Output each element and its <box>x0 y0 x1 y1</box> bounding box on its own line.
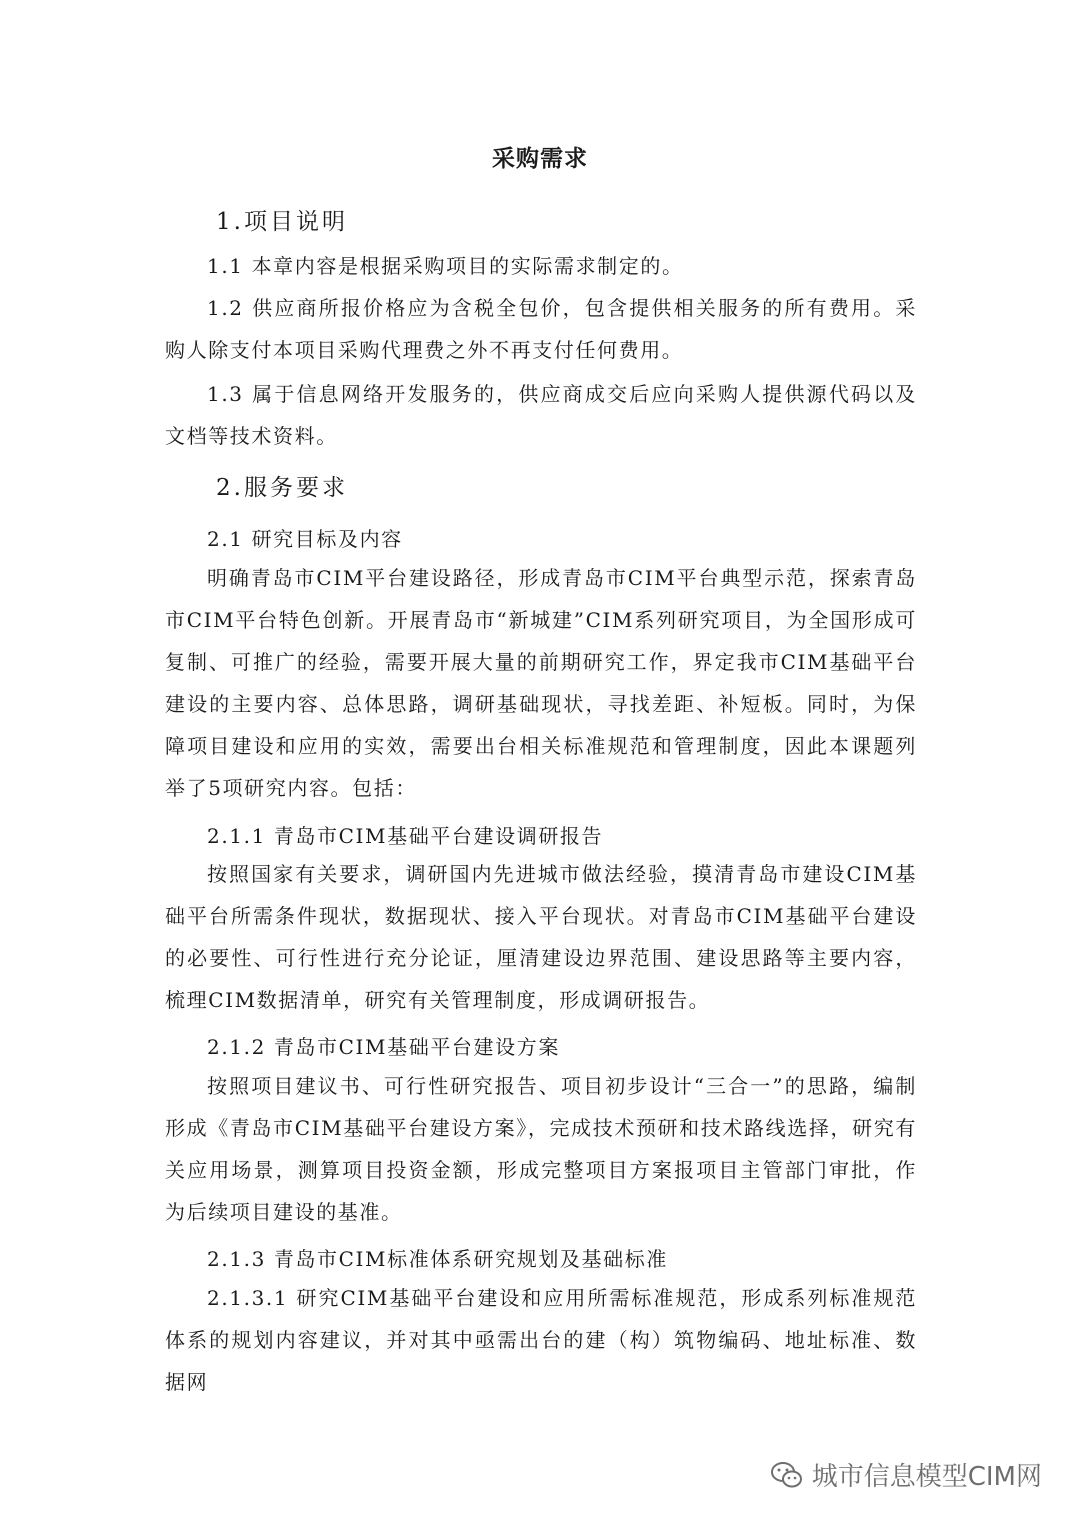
page-title: 采购需求 <box>492 146 588 172</box>
section-2-heading: 2.服务要求 <box>216 475 348 501</box>
subheading-2-1-3: 2.1.3 青岛市CIM标准体系研究规划及基础标准 <box>207 1247 668 1271</box>
watermark <box>770 1456 1042 1493</box>
watermark-text: 城市信息模型CIM网 <box>811 1462 1042 1492</box>
paragraph-1-2: 1.2 供应商所报价格应为含税全包价，包含提供相关服务的所有费用。采购人除支付本项目采购代理费之外不再支付任何费用。 <box>165 296 917 362</box>
paragraph-2-1-2: 按照项目建议书、可行性研究报告、项目初步设计“三合一”的思路，编制形成《青岛市CIM基础平台建设方案》，完成技术预研和技术路线选择，研究有关应用场景，测算项目投资金额，形成完整项目方案报项目主管部门审批，作为后续项目建设的基准。 <box>165 1074 917 1224</box>
paragraph-2-1: 明确青岛市CIM平台建设路径，形成青岛市CIM平台典型示范，探索青岛市CIM平台特色创新。开展青岛市“新城建”CIM系列研究项目，为全国形成可复制、可推广的经验，需要开展大量的前期研究工作，界定我市CIM基础平台建设的主要内容、总体思路，调研基础现状，寻找差距、补短板。同时，为保障项目建设和应用的实效，需要出台相关标准规范和管理制度，因此本课题列举了5项研究内容。包括： <box>165 566 917 800</box>
subheading-2-1-1: 2.1.1 青岛市CIM基础平台建设调研报告 <box>207 824 604 848</box>
section-1-heading: 1.项目说明 <box>216 209 348 235</box>
paragraph-2-1-1: 按照国家有关要求，调研国内先进城市做法经验，摸清青岛市建设CIM基础平台所需条件现状，数据现状、接入平台现状。对青岛市CIM基础平台建设的必要性、可行性进行充分论证，厘清建设边界范围、建设思路等主要内容，梳理CIM数据清单，研究有关管理制度，形成调研报告。 <box>165 862 917 1012</box>
paragraph-2-1-3-1: 2.1.3.1 研究CIM基础平台建设和应用所需标准规范，形成系列标准规范体系的规划内容建议，并对其中亟需出台的建（构）筑物编码、地址标准、数据网 <box>165 1286 917 1394</box>
subheading-2-1-2: 2.1.2 青岛市CIM基础平台建设方案 <box>207 1035 560 1059</box>
paragraph-1-3: 1.3 属于信息网络开发服务的，供应商成交后应向采购人提供源代码以及文档等技术资料。 <box>165 382 917 448</box>
wechat-icon <box>770 1460 804 1490</box>
subheading-2-1: 2.1 研究目标及内容 <box>207 527 403 551</box>
paragraph-1-1: 1.1 本章内容是根据采购项目的实际需求制定的。 <box>207 254 684 278</box>
